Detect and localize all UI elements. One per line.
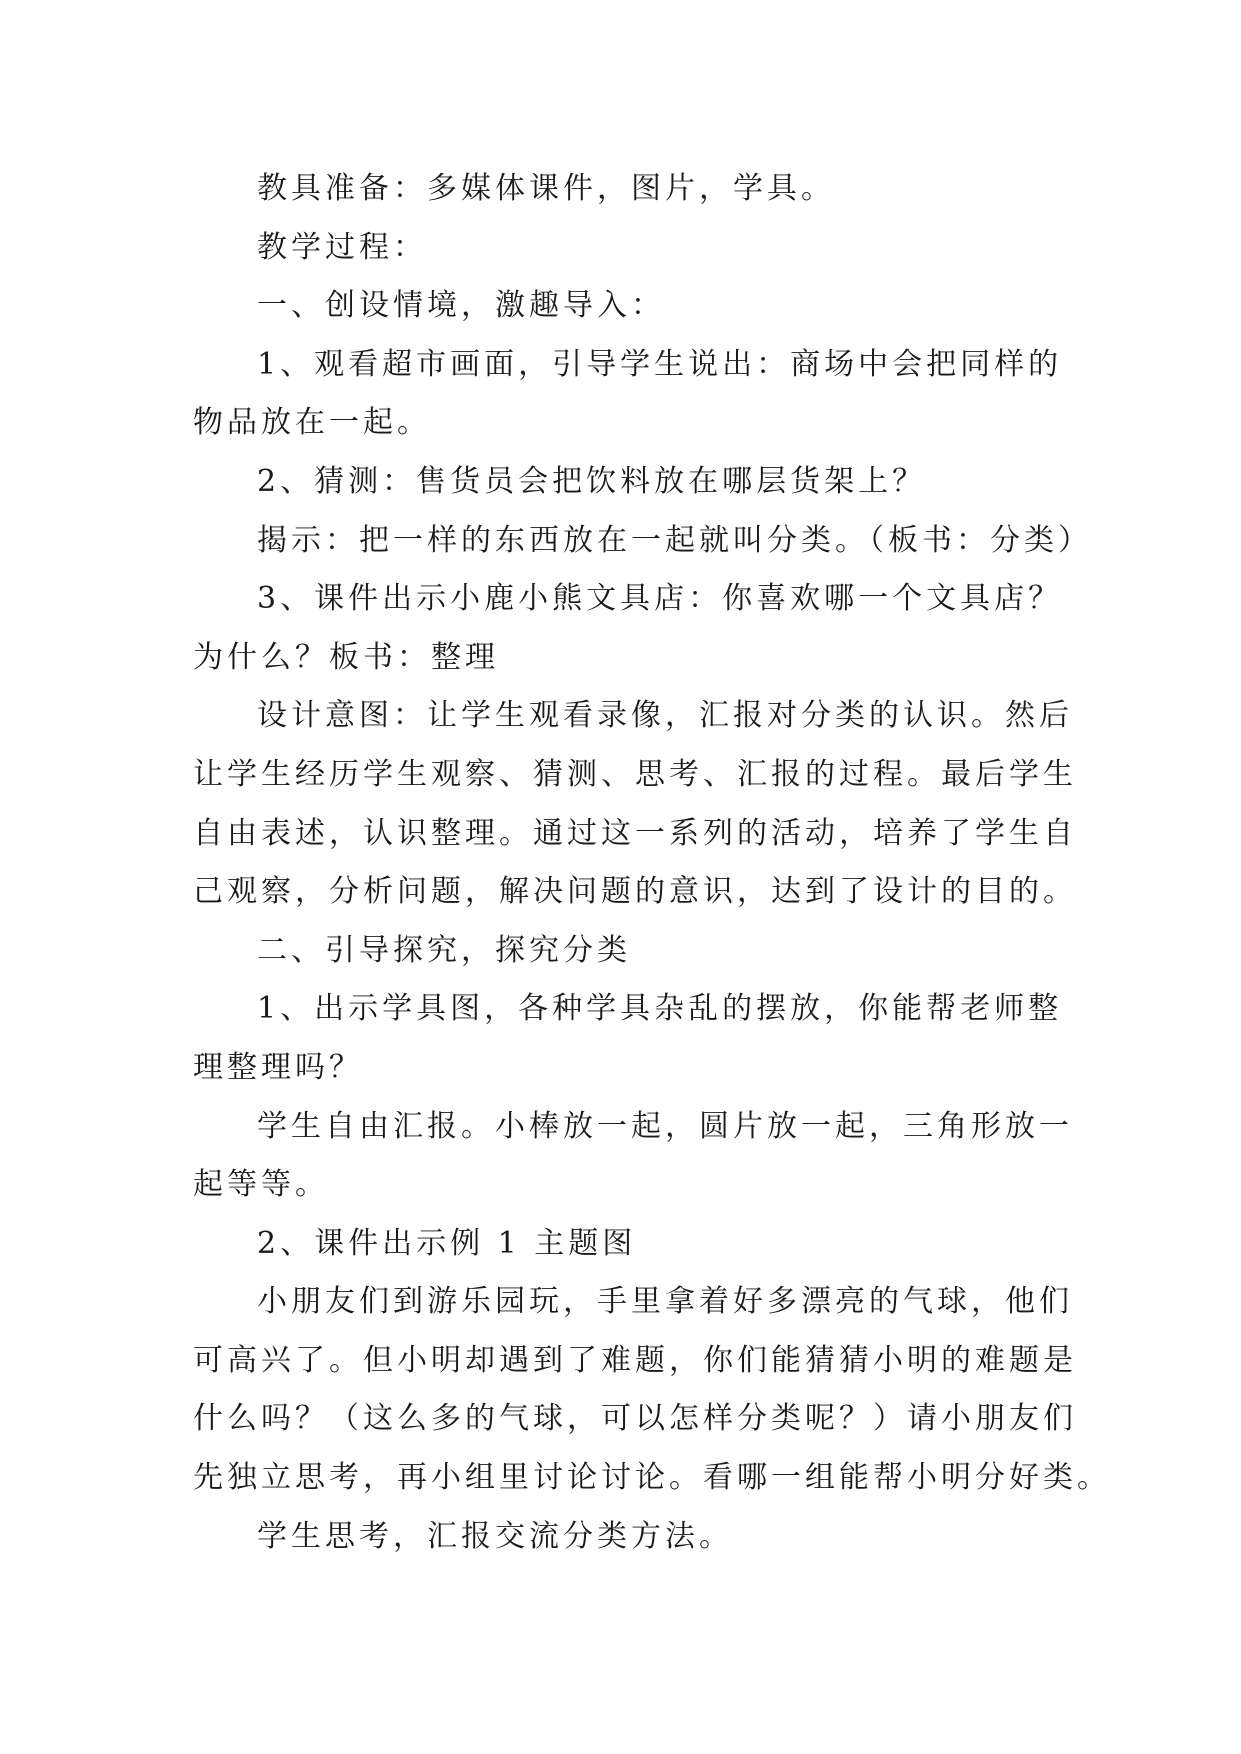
document-body [193, 160, 1111, 1566]
text-line: 什么吗？（这么多的气球，可以怎样分类呢？）请小朋友们 [193, 1401, 1077, 1437]
text-line: 理整理吗？ [193, 1049, 363, 1085]
section-heading-2: 二、引导探究，探究分类 [257, 932, 631, 968]
text-line: 己观察，分析问题，解决问题的意识，达到了设计的目的。 [193, 874, 1077, 910]
text-line: 1、观看超市画面，引导学生说出：商场中会把同样的 [257, 346, 1063, 382]
text-line: 2、课件出示例 1 主题图 [257, 1225, 637, 1261]
text-line: 可高兴了。但小明却遇到了难题，你们能猜猜小明的难题是 [193, 1342, 1077, 1378]
text-line: 3、课件出示小鹿小熊文具店：你喜欢哪一个文具店？ [257, 581, 1063, 617]
text-line: 学生自由汇报。小棒放一起，圆片放一起，三角形放一 [257, 1108, 1073, 1144]
text-line: 小朋友们到游乐园玩，手里拿着好多漂亮的气球，他们 [257, 1284, 1073, 1320]
text-line: 设计意图：让学生观看录像，汇报对分类的认识。然后 [257, 698, 1073, 734]
text-line: 让学生经历学生观察、猜测、思考、汇报的过程。最后学生 [193, 756, 1077, 792]
text-line: 揭示：把一样的东西放在一起就叫分类。（板书：分类） [257, 522, 1092, 558]
text-line: 为什么？板书：整理 [193, 639, 499, 675]
section-heading-1: 一、创设情境，激趣导入： [257, 288, 665, 324]
text-line: 先独立思考，再小组里讨论讨论。看哪一组能帮小明分好类。 [193, 1460, 1111, 1496]
text-line: 起等等。 [193, 1167, 329, 1203]
text-line: 学生思考，汇报交流分类方法。 [257, 1518, 733, 1554]
text-line: 物品放在一起。 [193, 405, 431, 441]
text-line: 自由表述，认识整理。通过这一系列的活动，培养了学生自 [193, 815, 1077, 851]
text-line: 2、猜测：售货员会把饮料放在哪层货架上？ [257, 463, 927, 499]
text-line-process-heading: 教学过程： [257, 229, 427, 265]
text-line: 1、出示学具图，各种学具杂乱的摆放，你能帮老师整 [257, 991, 1063, 1027]
text-line-materials: 教具准备：多媒体课件，图片，学具。 [257, 171, 835, 206]
